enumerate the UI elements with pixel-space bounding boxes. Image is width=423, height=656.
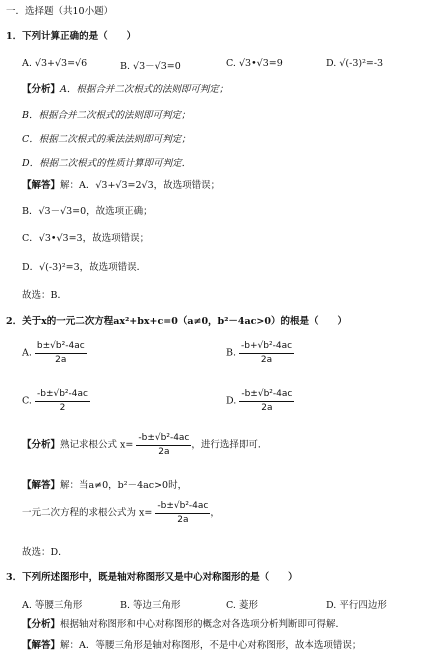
q1-option-c — [226, 58, 283, 69]
q1-option-b — [120, 58, 181, 72]
option-text: 等边三角形 — [133, 600, 181, 611]
section-title: 一．选择题（共10小题） — [6, 6, 114, 17]
option-text: √3•√3=9 — [238, 58, 283, 69]
q2-solution-1 — [22, 480, 187, 492]
option-text: 平行四边形 — [339, 600, 387, 611]
q2-option-c — [22, 388, 90, 414]
denominator: 2a — [260, 355, 273, 365]
numerator: -b±√b²-4ac — [239, 388, 294, 402]
fraction — [239, 388, 294, 414]
option-letter: C. — [226, 58, 236, 69]
option-text: √3+√3=√6 — [34, 58, 88, 69]
q2-solution-2 — [22, 500, 220, 526]
solution-label: 【解答】 — [22, 480, 61, 491]
analysis-text: ，进行选择即可． — [191, 439, 268, 451]
option-letter: D. — [226, 395, 237, 407]
q1-solution-d: D．√(-3)²=3，故选项错误． — [22, 262, 147, 273]
numerator: b±√b²-4ac — [35, 340, 87, 354]
q1-solution-c: C．√3•√3=3，故选项错误； — [22, 233, 150, 244]
analysis-text: 根据轴对称图形和中心对称图形的概念对各选项分析判断即可得解． — [60, 619, 346, 630]
q1-option-d — [326, 58, 383, 69]
fraction — [35, 388, 90, 414]
option-text: 菱形 — [238, 600, 258, 611]
numerator: -b+√b²-4ac — [239, 340, 294, 354]
fraction — [155, 500, 210, 526]
q1-analysis-a — [22, 84, 228, 96]
solution-text: 解：A．√3+√3=2√3，故选项错误； — [60, 180, 221, 191]
numerator: -b±√b²-4ac — [35, 388, 90, 402]
denominator: 2 — [59, 403, 66, 413]
denominator: 2a — [158, 447, 170, 457]
q3-option-d — [326, 597, 387, 611]
q3-analysis — [22, 619, 345, 631]
solution-text: ， — [210, 507, 220, 519]
q1-analysis-c: C．根据二次根式的乘法法则即可判定； — [22, 134, 191, 145]
option-letter: A. — [22, 600, 32, 611]
q1-analysis-d: D．根据二次根式的性质计算即可判定． — [22, 158, 192, 169]
option-letter: A. — [22, 347, 32, 359]
analysis-text: 熟记求根公式 x= — [60, 439, 134, 451]
numerator: -b±√b²-4ac — [136, 432, 191, 446]
q1-stem: 1．下列计算正确的是（ ） — [6, 31, 137, 42]
option-letter: D. — [326, 600, 337, 611]
q2-option-a — [22, 340, 87, 366]
q1-option-a — [22, 58, 87, 69]
q2-option-b — [226, 340, 294, 366]
solution-text: 解：当a≠0，b²－4ac>0时， — [60, 480, 188, 491]
analysis-label: 【分析】 — [22, 439, 61, 451]
q3-option-b — [120, 597, 181, 611]
analysis-label: 【分析】 — [22, 84, 61, 95]
option-text: 等腰三角形 — [34, 600, 83, 611]
q2-stem: 2．关于x的一元二次方程ax²+bx+c=0（a≠0，b²－4ac>0）的根是（ ） — [6, 316, 347, 327]
denominator: 2a — [177, 515, 189, 525]
option-letter: D. — [326, 58, 337, 69]
q2-answer: 故选：D． — [22, 547, 68, 558]
q3-option-c — [226, 597, 258, 611]
q2-option-d — [226, 388, 294, 414]
option-letter: B. — [226, 347, 237, 359]
solution-text: 解：A．等腰三角形是轴对称图形，不是中心对称图形，故本选项错误； — [60, 640, 362, 651]
option-letter: C. — [22, 395, 32, 407]
numerator: -b±√b²-4ac — [155, 500, 210, 514]
solution-label: 【解答】 — [22, 180, 61, 191]
fraction — [136, 432, 191, 458]
solution-label: 【解答】 — [22, 640, 61, 651]
fraction — [239, 340, 294, 366]
option-letter: B. — [120, 61, 131, 72]
option-text: √3－√3=0 — [133, 61, 181, 72]
q3-option-a — [22, 597, 82, 611]
q2-analysis — [22, 432, 267, 458]
option-letter: C. — [226, 600, 236, 611]
fraction — [35, 340, 87, 366]
denominator: 2a — [55, 355, 67, 365]
option-letter: A. — [22, 58, 32, 69]
q1-solution-b: B．√3－√3=0，故选项正确； — [22, 206, 153, 217]
option-text: √(-3)²=-3 — [339, 58, 384, 69]
analysis-text: A．根据合并二次根式的法则即可判定； — [60, 84, 229, 95]
q1-analysis-b: B．根据合并二次根式的法则即可判定； — [22, 110, 191, 121]
option-letter: B. — [120, 600, 131, 611]
analysis-label: 【分析】 — [22, 619, 61, 630]
q1-solution-a — [22, 180, 220, 192]
q3-stem: 3．下列所述图形中，既是轴对称图形又是中心对称图形的是（ ） — [6, 572, 298, 583]
denominator: 2a — [261, 403, 273, 413]
q3-solution — [22, 640, 361, 652]
q1-answer: 故选：B． — [22, 290, 67, 301]
solution-text: 一元二次方程的求根公式为 x= — [22, 507, 153, 519]
